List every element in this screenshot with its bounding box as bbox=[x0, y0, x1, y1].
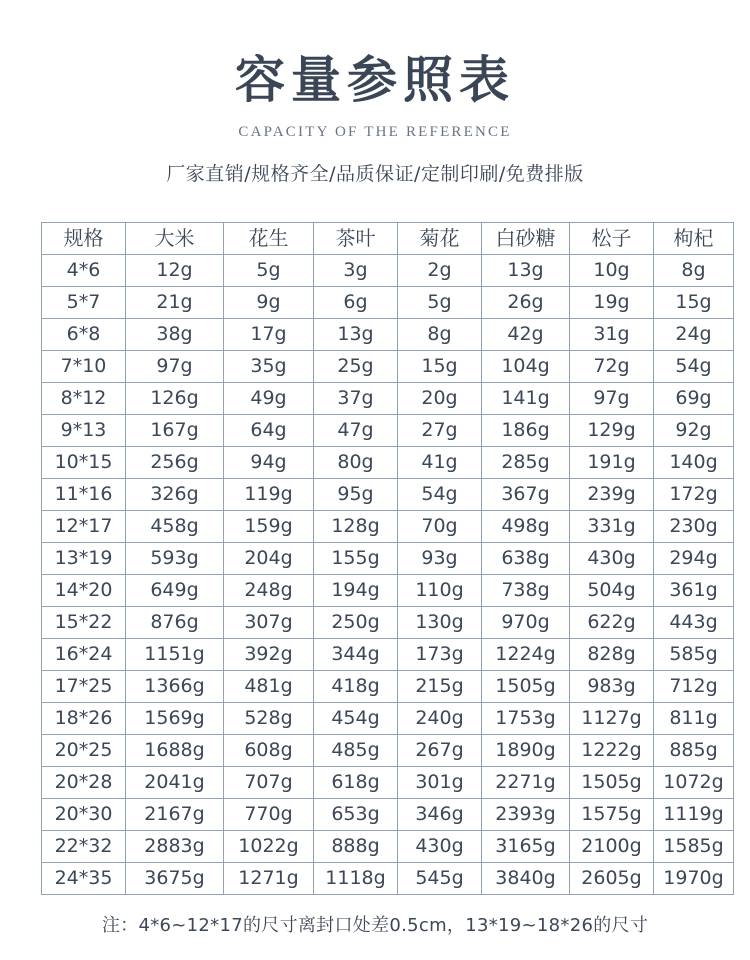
cell-value: 1505g bbox=[482, 670, 570, 702]
cell-value: 37g bbox=[314, 382, 398, 414]
cell-spec: 8*12 bbox=[42, 382, 126, 414]
cell-value: 454g bbox=[314, 702, 398, 734]
table-row bbox=[42, 478, 734, 510]
cell-value: 983g bbox=[570, 670, 654, 702]
cell-value: 80g bbox=[314, 446, 398, 478]
cell-value: 361g bbox=[654, 574, 734, 606]
cell-value: 1505g bbox=[570, 766, 654, 798]
cell-value: 649g bbox=[126, 574, 224, 606]
column-header: 规格 bbox=[42, 222, 126, 254]
cell-value: 8g bbox=[398, 318, 482, 350]
cell-value: 307g bbox=[224, 606, 314, 638]
cell-value: 173g bbox=[398, 638, 482, 670]
cell-value: 498g bbox=[482, 510, 570, 542]
cell-value: 3165g bbox=[482, 830, 570, 862]
cell-value: 6g bbox=[314, 286, 398, 318]
cell-value: 47g bbox=[314, 414, 398, 446]
cell-value: 49g bbox=[224, 382, 314, 414]
cell-spec: 15*22 bbox=[42, 606, 126, 638]
cell-value: 240g bbox=[398, 702, 482, 734]
cell-spec: 17*25 bbox=[42, 670, 126, 702]
cell-value: 1688g bbox=[126, 734, 224, 766]
cell-value: 155g bbox=[314, 542, 398, 574]
cell-value: 97g bbox=[570, 382, 654, 414]
cell-value: 140g bbox=[654, 446, 734, 478]
cell-value: 608g bbox=[224, 734, 314, 766]
cell-value: 1366g bbox=[126, 670, 224, 702]
cell-value: 204g bbox=[224, 542, 314, 574]
cell-spec: 12*17 bbox=[42, 510, 126, 542]
cell-spec: 16*24 bbox=[42, 638, 126, 670]
cell-value: 5g bbox=[224, 254, 314, 286]
cell-value: 186g bbox=[482, 414, 570, 446]
column-header: 大米 bbox=[126, 222, 224, 254]
cell-value: 585g bbox=[654, 638, 734, 670]
cell-value: 1072g bbox=[654, 766, 734, 798]
cell-value: 458g bbox=[126, 510, 224, 542]
table-body bbox=[42, 254, 734, 894]
cell-value: 35g bbox=[224, 350, 314, 382]
table-row bbox=[42, 414, 734, 446]
cell-value: 191g bbox=[570, 446, 654, 478]
cell-value: 430g bbox=[398, 830, 482, 862]
cell-value: 54g bbox=[398, 478, 482, 510]
cell-value: 1119g bbox=[654, 798, 734, 830]
cell-value: 593g bbox=[126, 542, 224, 574]
cell-value: 13g bbox=[314, 318, 398, 350]
cell-value: 54g bbox=[654, 350, 734, 382]
cell-value: 172g bbox=[654, 478, 734, 510]
cell-spec: 20*25 bbox=[42, 734, 126, 766]
cell-value: 248g bbox=[224, 574, 314, 606]
cell-value: 1222g bbox=[570, 734, 654, 766]
cell-spec: 6*8 bbox=[42, 318, 126, 350]
capacity-table-wrap bbox=[41, 222, 724, 895]
cell-value: 93g bbox=[398, 542, 482, 574]
cell-value: 285g bbox=[482, 446, 570, 478]
table-row bbox=[42, 350, 734, 382]
table-row bbox=[42, 510, 734, 542]
cell-value: 42g bbox=[482, 318, 570, 350]
table-row bbox=[42, 702, 734, 734]
cell-value: 104g bbox=[482, 350, 570, 382]
cell-value: 2883g bbox=[126, 830, 224, 862]
table-row bbox=[42, 574, 734, 606]
column-header: 茶叶 bbox=[314, 222, 398, 254]
cell-value: 1118g bbox=[314, 862, 398, 894]
cell-value: 1022g bbox=[224, 830, 314, 862]
cell-value: 126g bbox=[126, 382, 224, 414]
page-tagline: 厂家直销/规格齐全/品质保证/定制印刷/免费排版 bbox=[166, 162, 584, 185]
cell-value: 622g bbox=[570, 606, 654, 638]
cell-value: 828g bbox=[570, 638, 654, 670]
cell-value: 5g bbox=[398, 286, 482, 318]
cell-value: 2041g bbox=[126, 766, 224, 798]
cell-value: 141g bbox=[482, 382, 570, 414]
cell-value: 2393g bbox=[482, 798, 570, 830]
cell-value: 528g bbox=[224, 702, 314, 734]
cell-value: 430g bbox=[570, 542, 654, 574]
capacity-table bbox=[41, 222, 734, 895]
cell-value: 326g bbox=[126, 478, 224, 510]
cell-value: 94g bbox=[224, 446, 314, 478]
cell-value: 230g bbox=[654, 510, 734, 542]
cell-value: 3g bbox=[314, 254, 398, 286]
cell-value: 21g bbox=[126, 286, 224, 318]
cell-value: 72g bbox=[570, 350, 654, 382]
page-header bbox=[0, 0, 750, 186]
cell-value: 707g bbox=[224, 766, 314, 798]
cell-value: 17g bbox=[224, 318, 314, 350]
table-header-row bbox=[42, 222, 734, 254]
cell-value: 9g bbox=[224, 286, 314, 318]
cell-value: 485g bbox=[314, 734, 398, 766]
cell-value: 69g bbox=[654, 382, 734, 414]
cell-value: 346g bbox=[398, 798, 482, 830]
cell-value: 1890g bbox=[482, 734, 570, 766]
cell-value: 95g bbox=[314, 478, 398, 510]
cell-value: 27g bbox=[398, 414, 482, 446]
cell-value: 2g bbox=[398, 254, 482, 286]
table-row bbox=[42, 638, 734, 670]
cell-value: 25g bbox=[314, 350, 398, 382]
table-header bbox=[42, 222, 734, 254]
cell-value: 215g bbox=[398, 670, 482, 702]
cell-value: 26g bbox=[482, 286, 570, 318]
table-row bbox=[42, 606, 734, 638]
cell-value: 738g bbox=[482, 574, 570, 606]
table-row bbox=[42, 286, 734, 318]
cell-spec: 4*6 bbox=[42, 254, 126, 286]
cell-value: 92g bbox=[654, 414, 734, 446]
cell-value: 129g bbox=[570, 414, 654, 446]
cell-value: 618g bbox=[314, 766, 398, 798]
cell-value: 64g bbox=[224, 414, 314, 446]
cell-spec: 10*15 bbox=[42, 446, 126, 478]
cell-value: 811g bbox=[654, 702, 734, 734]
cell-value: 712g bbox=[654, 670, 734, 702]
cell-value: 3675g bbox=[126, 862, 224, 894]
cell-value: 481g bbox=[224, 670, 314, 702]
table-row bbox=[42, 318, 734, 350]
table-row bbox=[42, 862, 734, 894]
cell-spec: 9*13 bbox=[42, 414, 126, 446]
cell-value: 418g bbox=[314, 670, 398, 702]
cell-value: 130g bbox=[398, 606, 482, 638]
cell-value: 20g bbox=[398, 382, 482, 414]
cell-value: 1585g bbox=[654, 830, 734, 862]
table-row bbox=[42, 830, 734, 862]
cell-value: 1970g bbox=[654, 862, 734, 894]
cell-value: 38g bbox=[126, 318, 224, 350]
cell-value: 2605g bbox=[570, 862, 654, 894]
table-row bbox=[42, 254, 734, 286]
table-row bbox=[42, 766, 734, 798]
cell-value: 8g bbox=[654, 254, 734, 286]
cell-value: 545g bbox=[398, 862, 482, 894]
cell-value: 15g bbox=[398, 350, 482, 382]
cell-spec: 7*10 bbox=[42, 350, 126, 382]
cell-value: 1127g bbox=[570, 702, 654, 734]
cell-spec: 13*19 bbox=[42, 542, 126, 574]
column-header: 菊花 bbox=[398, 222, 482, 254]
cell-value: 770g bbox=[224, 798, 314, 830]
cell-value: 239g bbox=[570, 478, 654, 510]
cell-value: 294g bbox=[654, 542, 734, 574]
cell-value: 1151g bbox=[126, 638, 224, 670]
cell-value: 70g bbox=[398, 510, 482, 542]
cell-value: 1569g bbox=[126, 702, 224, 734]
cell-value: 653g bbox=[314, 798, 398, 830]
cell-value: 1271g bbox=[224, 862, 314, 894]
table-row bbox=[42, 382, 734, 414]
cell-value: 119g bbox=[224, 478, 314, 510]
page-subtitle: CAPACITY OF THE REFERENCE bbox=[238, 123, 512, 140]
cell-value: 97g bbox=[126, 350, 224, 382]
cell-value: 128g bbox=[314, 510, 398, 542]
cell-value: 1753g bbox=[482, 702, 570, 734]
cell-value: 12g bbox=[126, 254, 224, 286]
cell-value: 3840g bbox=[482, 862, 570, 894]
cell-value: 1224g bbox=[482, 638, 570, 670]
cell-value: 19g bbox=[570, 286, 654, 318]
cell-spec: 22*32 bbox=[42, 830, 126, 862]
cell-value: 167g bbox=[126, 414, 224, 446]
cell-spec: 20*30 bbox=[42, 798, 126, 830]
cell-value: 159g bbox=[224, 510, 314, 542]
cell-value: 876g bbox=[126, 606, 224, 638]
cell-value: 41g bbox=[398, 446, 482, 478]
cell-value: 888g bbox=[314, 830, 398, 862]
cell-value: 24g bbox=[654, 318, 734, 350]
table-row bbox=[42, 734, 734, 766]
cell-value: 1575g bbox=[570, 798, 654, 830]
cell-value: 250g bbox=[314, 606, 398, 638]
cell-value: 2100g bbox=[570, 830, 654, 862]
table-row bbox=[42, 798, 734, 830]
cell-value: 13g bbox=[482, 254, 570, 286]
cell-value: 504g bbox=[570, 574, 654, 606]
page-title: 容量参照表 bbox=[235, 51, 515, 109]
cell-value: 256g bbox=[126, 446, 224, 478]
cell-spec: 24*35 bbox=[42, 862, 126, 894]
cell-value: 31g bbox=[570, 318, 654, 350]
column-header: 花生 bbox=[224, 222, 314, 254]
column-header: 松子 bbox=[570, 222, 654, 254]
cell-value: 344g bbox=[314, 638, 398, 670]
cell-value: 15g bbox=[654, 286, 734, 318]
cell-spec: 14*20 bbox=[42, 574, 126, 606]
cell-value: 638g bbox=[482, 542, 570, 574]
table-row bbox=[42, 670, 734, 702]
cell-value: 110g bbox=[398, 574, 482, 606]
column-header: 枸杞 bbox=[654, 222, 734, 254]
cell-value: 970g bbox=[482, 606, 570, 638]
cell-value: 392g bbox=[224, 638, 314, 670]
table-row bbox=[42, 446, 734, 478]
cell-value: 443g bbox=[654, 606, 734, 638]
cell-value: 885g bbox=[654, 734, 734, 766]
cell-value: 2271g bbox=[482, 766, 570, 798]
table-footnote: 注：4*6~12*17的尺寸离封口处差0.5cm，13*19~18*26的尺寸 bbox=[101, 914, 649, 936]
table-row bbox=[42, 542, 734, 574]
cell-spec: 5*7 bbox=[42, 286, 126, 318]
cell-value: 2167g bbox=[126, 798, 224, 830]
cell-spec: 11*16 bbox=[42, 478, 126, 510]
cell-value: 10g bbox=[570, 254, 654, 286]
cell-value: 301g bbox=[398, 766, 482, 798]
cell-spec: 20*28 bbox=[42, 766, 126, 798]
cell-value: 267g bbox=[398, 734, 482, 766]
cell-value: 367g bbox=[482, 478, 570, 510]
column-header: 白砂糖 bbox=[482, 222, 570, 254]
cell-value: 194g bbox=[314, 574, 398, 606]
cell-value: 331g bbox=[570, 510, 654, 542]
cell-spec: 18*26 bbox=[42, 702, 126, 734]
